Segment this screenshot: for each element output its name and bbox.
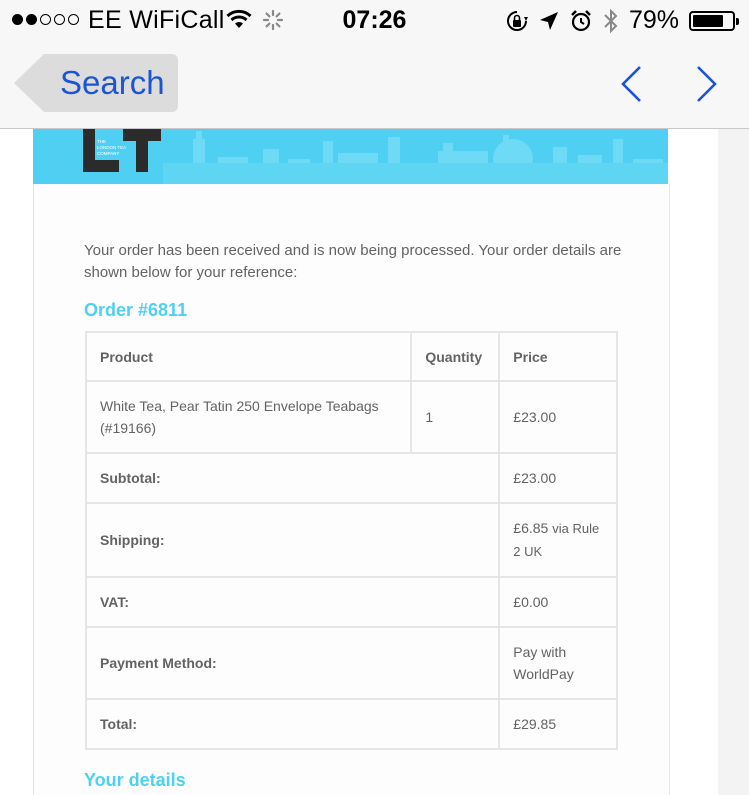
clock-time: 07:26 — [342, 6, 407, 34]
subtotal-row — [86, 453, 617, 503]
email-body[interactable] — [0, 129, 749, 795]
total-row — [86, 699, 617, 749]
battery-level-fill — [693, 15, 723, 27]
item-quantity: 1 — [411, 381, 499, 453]
signal-dot — [26, 14, 37, 25]
status-bar — [0, 0, 749, 40]
total-label: Total: — [86, 699, 499, 749]
shipping-cell — [499, 503, 617, 577]
item-price: £23.00 — [499, 381, 617, 453]
vat-label: VAT: — [86, 577, 499, 627]
shipping-method-note: via Rule 2 UK — [513, 521, 600, 559]
carrier-name: EE WiFiCall — [88, 6, 225, 34]
header-product: Product — [86, 332, 411, 381]
table-header-row — [86, 332, 617, 381]
your-details-heading: Your details — [84, 770, 186, 790]
payment-method-row — [86, 627, 617, 699]
header-quantity: Quantity — [411, 332, 499, 381]
chevron-left-icon[interactable] — [618, 64, 644, 109]
item-product-name: White Tea, Pear Tatin 250 Envelope Teabags (#19166) — [86, 381, 411, 453]
payment-method-value: Pay with WorldPay — [499, 627, 617, 699]
signal-dot — [68, 14, 79, 25]
navigation-bar — [0, 40, 749, 129]
order-received-message: Your order has been received and is now being processed. Your order details are shown below for your reference: — [84, 242, 622, 281]
chevron-right-icon[interactable] — [694, 64, 720, 109]
back-to-search-button[interactable] — [14, 54, 178, 112]
activity-spinner-icon — [262, 9, 284, 36]
vat-value: £0.00 — [499, 577, 617, 627]
header-price: Price — [499, 332, 617, 381]
shipping-label: Shipping: — [86, 503, 499, 577]
shipping-value: £6.85 — [513, 520, 549, 536]
svg-text:LONDON TEA: LONDON TEA — [97, 145, 127, 150]
signal-dot — [12, 14, 23, 25]
location-arrow-icon — [539, 11, 559, 31]
alarm-icon — [569, 9, 593, 33]
orientation-lock-icon — [505, 9, 529, 33]
battery-percent: 79% — [628, 6, 679, 34]
email-card — [33, 184, 670, 795]
order-number-heading[interactable]: Order #6811 — [84, 300, 188, 320]
signal-strength-indicator — [12, 14, 79, 25]
header-banner — [33, 129, 668, 184]
total-value: £29.85 — [499, 699, 617, 749]
signal-dot — [54, 14, 65, 25]
shipping-row — [86, 503, 617, 577]
battery-icon — [689, 11, 735, 31]
payment-method-label: Payment Method: — [86, 627, 499, 699]
wifi-icon — [226, 9, 252, 34]
table-row — [86, 381, 617, 453]
bluetooth-icon — [603, 8, 619, 34]
vat-row — [86, 577, 617, 627]
svg-text:THE: THE — [97, 139, 106, 144]
page-gutter — [718, 129, 749, 795]
subtotal-value: £23.00 — [499, 453, 617, 503]
svg-text:COMPANY: COMPANY — [97, 151, 120, 156]
london-tea-company-logo — [83, 129, 161, 172]
signal-dot — [40, 14, 51, 25]
back-button-label: Search — [60, 64, 165, 101]
subtotal-label: Subtotal: — [86, 453, 499, 503]
order-details-table — [85, 331, 618, 750]
